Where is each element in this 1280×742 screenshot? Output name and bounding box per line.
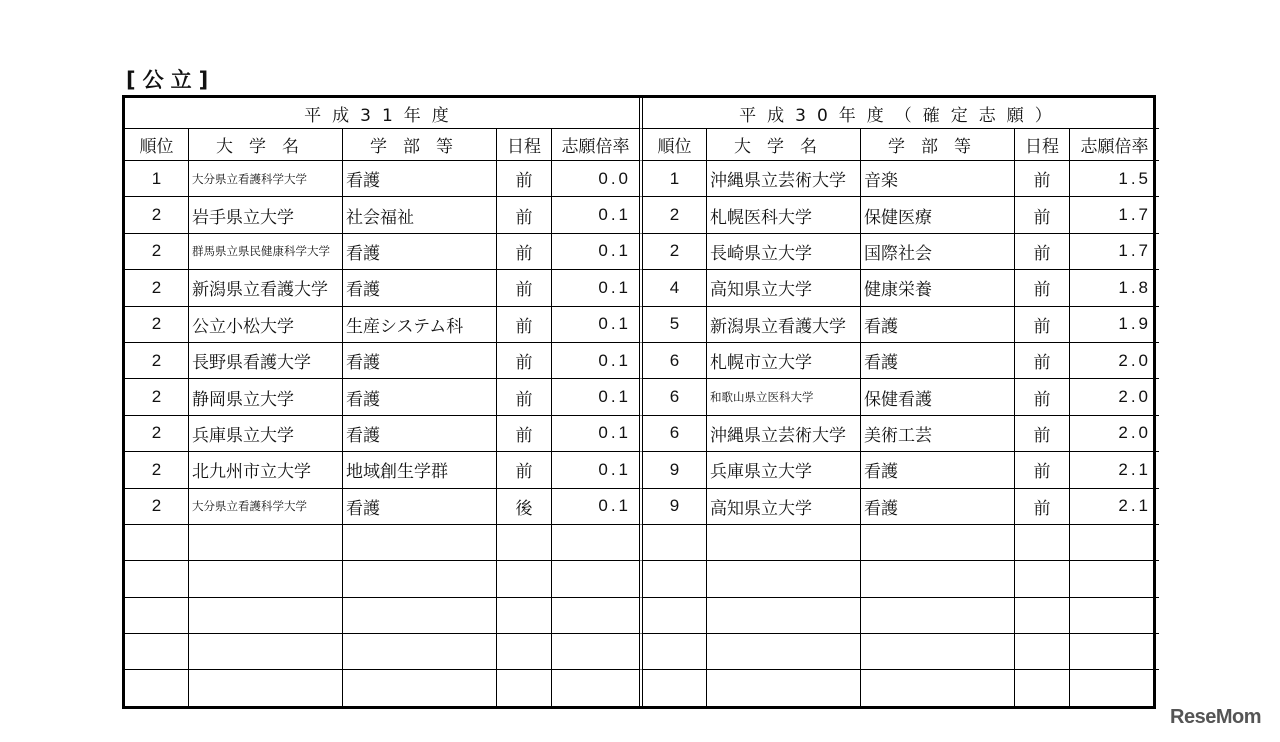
right-faculty-cell: 保健看護 [861,379,1015,415]
right-university-cell: 沖縄県立芸術大学 [707,161,861,197]
right-empty-cell [1015,525,1070,561]
right-empty-cell [707,525,861,561]
left-empty-cell [125,634,189,670]
right-ratio-cell: 2.0 [1070,343,1159,379]
left-empty-cell [125,670,189,706]
right-university-cell: 新潟県立看護大学 [707,307,861,343]
left-faculty-cell: 看護 [343,343,497,379]
right-empty-cell [707,598,861,634]
right-header-schedule: 日程 [1015,129,1070,161]
resemom-logo: ReseMom [1170,706,1261,728]
left-faculty-cell: 看護 [343,416,497,452]
left-rank-cell: 2 [125,307,189,343]
left-ratio-cell: 0.1 [552,234,643,270]
right-faculty-cell: 看護 [861,489,1015,525]
left-faculty-cell: 地域創生学群 [343,452,497,488]
left-empty-cell [125,561,189,597]
left-empty-cell [497,598,552,634]
left-ratio-cell: 0.1 [552,416,643,452]
right-faculty-cell: 看護 [861,307,1015,343]
left-empty-cell [552,634,643,670]
right-university-cell: 札幌市立大学 [707,343,861,379]
right-empty-cell [861,598,1015,634]
right-university-cell: 和歌山県立医科大学 [707,379,861,415]
right-faculty-cell: 音楽 [861,161,1015,197]
left-schedule-cell: 前 [497,379,552,415]
right-schedule-cell: 前 [1015,379,1070,415]
right-rank-cell: 9 [643,489,707,525]
left-year-title: 平成31年度 [125,98,643,129]
left-university-cell: 岩手県立大学 [189,197,343,233]
right-empty-cell [1015,561,1070,597]
right-empty-cell [861,525,1015,561]
right-empty-cell [1070,561,1159,597]
left-ratio-cell: 0.1 [552,197,643,233]
left-empty-cell [189,670,343,706]
right-rank-cell: 5 [643,307,707,343]
left-empty-cell [497,634,552,670]
left-schedule-cell: 前 [497,416,552,452]
right-empty-cell [643,634,707,670]
left-schedule-cell: 前 [497,197,552,233]
right-empty-cell [861,670,1015,706]
left-ratio-cell: 0.1 [552,379,643,415]
left-ratio-cell: 0.1 [552,343,643,379]
left-schedule-cell: 前 [497,270,552,306]
left-ratio-cell: 0.1 [552,489,643,525]
right-empty-cell [1070,525,1159,561]
right-header-university: 大学名 [707,129,861,161]
left-faculty-cell: 社会福祉 [343,197,497,233]
right-schedule-cell: 前 [1015,197,1070,233]
left-faculty-cell: 看護 [343,161,497,197]
left-schedule-cell: 前 [497,343,552,379]
right-ratio-cell: 1.7 [1070,197,1159,233]
left-ratio-cell: 0.1 [552,270,643,306]
left-faculty-cell: 看護 [343,489,497,525]
left-empty-cell [497,670,552,706]
right-empty-cell [1070,598,1159,634]
left-empty-cell [497,525,552,561]
right-empty-cell [707,634,861,670]
left-faculty-cell: 看護 [343,270,497,306]
right-empty-cell [643,561,707,597]
right-rank-cell: 9 [643,452,707,488]
right-faculty-cell: 看護 [861,343,1015,379]
right-year-title: 平成30年度（確定志願） [643,98,1159,129]
section-label: [公立] [126,68,216,92]
left-empty-cell [552,598,643,634]
left-university-cell: 公立小松大学 [189,307,343,343]
left-faculty-cell: 生産システム科 [343,307,497,343]
left-rank-cell: 2 [125,197,189,233]
right-schedule-cell: 前 [1015,452,1070,488]
right-header-faculty: 学部等 [861,129,1015,161]
left-empty-cell [552,670,643,706]
right-rank-cell: 1 [643,161,707,197]
right-university-cell: 札幌医科大学 [707,197,861,233]
left-rank-cell: 2 [125,489,189,525]
left-schedule-cell: 後 [497,489,552,525]
left-ratio-cell: 0.1 [552,307,643,343]
left-empty-cell [189,634,343,670]
right-schedule-cell: 前 [1015,307,1070,343]
right-header-rank: 順位 [643,129,707,161]
right-ratio-cell: 1.5 [1070,161,1159,197]
right-ratio-cell: 2.0 [1070,416,1159,452]
left-rank-cell: 2 [125,343,189,379]
left-header-university: 大学名 [189,129,343,161]
left-faculty-cell: 看護 [343,234,497,270]
right-schedule-cell: 前 [1015,343,1070,379]
right-rank-cell: 2 [643,234,707,270]
right-rank-cell: 4 [643,270,707,306]
right-empty-cell [1015,634,1070,670]
right-faculty-cell: 看護 [861,452,1015,488]
left-university-cell: 長野県看護大学 [189,343,343,379]
left-schedule-cell: 前 [497,452,552,488]
left-university-cell: 兵庫県立大学 [189,416,343,452]
right-faculty-cell: 健康栄養 [861,270,1015,306]
left-ratio-cell: 0.0 [552,161,643,197]
left-rank-cell: 2 [125,379,189,415]
left-empty-cell [343,634,497,670]
right-university-cell: 沖縄県立芸術大学 [707,416,861,452]
left-schedule-cell: 前 [497,161,552,197]
left-header-rank: 順位 [125,129,189,161]
right-schedule-cell: 前 [1015,416,1070,452]
right-empty-cell [643,598,707,634]
left-empty-cell [343,561,497,597]
right-schedule-cell: 前 [1015,161,1070,197]
left-header-faculty: 学部等 [343,129,497,161]
left-empty-cell [343,598,497,634]
left-university-cell: 静岡県立大学 [189,379,343,415]
right-ratio-cell: 1.8 [1070,270,1159,306]
left-university-cell: 新潟県立看護大学 [189,270,343,306]
left-rank-cell: 2 [125,270,189,306]
left-empty-cell [343,525,497,561]
right-university-cell: 長崎県立大学 [707,234,861,270]
left-empty-cell [189,598,343,634]
right-ratio-cell: 1.9 [1070,307,1159,343]
left-header-schedule: 日程 [497,129,552,161]
left-ratio-cell: 0.1 [552,452,643,488]
left-empty-cell [497,561,552,597]
right-empty-cell [707,561,861,597]
right-rank-cell: 6 [643,416,707,452]
right-empty-cell [861,634,1015,670]
left-university-cell: 大分県立看護科学大学 [189,489,343,525]
right-university-cell: 高知県立大学 [707,489,861,525]
right-rank-cell: 6 [643,343,707,379]
right-university-cell: 高知県立大学 [707,270,861,306]
left-rank-cell: 1 [125,161,189,197]
right-ratio-cell: 2.1 [1070,452,1159,488]
left-header-ratio: 志願倍率 [552,129,643,161]
left-schedule-cell: 前 [497,234,552,270]
left-rank-cell: 2 [125,416,189,452]
left-empty-cell [189,561,343,597]
left-rank-cell: 2 [125,452,189,488]
right-empty-cell [643,525,707,561]
left-faculty-cell: 看護 [343,379,497,415]
admission-ratio-table [122,95,1156,709]
right-empty-cell [1015,598,1070,634]
left-university-cell: 大分県立看護科学大学 [189,161,343,197]
right-ratio-cell: 2.0 [1070,379,1159,415]
right-faculty-cell: 国際社会 [861,234,1015,270]
left-empty-cell [552,525,643,561]
right-rank-cell: 2 [643,197,707,233]
right-empty-cell [861,561,1015,597]
right-university-cell: 兵庫県立大学 [707,452,861,488]
left-empty-cell [125,525,189,561]
right-empty-cell [1070,670,1159,706]
left-empty-cell [343,670,497,706]
left-empty-cell [125,598,189,634]
left-university-cell: 北九州市立大学 [189,452,343,488]
left-schedule-cell: 前 [497,307,552,343]
right-empty-cell [643,670,707,706]
right-header-ratio: 志願倍率 [1070,129,1159,161]
right-schedule-cell: 前 [1015,270,1070,306]
right-ratio-cell: 2.1 [1070,489,1159,525]
left-university-cell: 群馬県立県民健康科学大学 [189,234,343,270]
right-ratio-cell: 1.7 [1070,234,1159,270]
right-empty-cell [707,670,861,706]
left-empty-cell [189,525,343,561]
right-schedule-cell: 前 [1015,234,1070,270]
right-rank-cell: 6 [643,379,707,415]
right-faculty-cell: 保健医療 [861,197,1015,233]
right-schedule-cell: 前 [1015,489,1070,525]
left-rank-cell: 2 [125,234,189,270]
right-faculty-cell: 美術工芸 [861,416,1015,452]
right-empty-cell [1015,670,1070,706]
left-empty-cell [552,561,643,597]
right-empty-cell [1070,634,1159,670]
